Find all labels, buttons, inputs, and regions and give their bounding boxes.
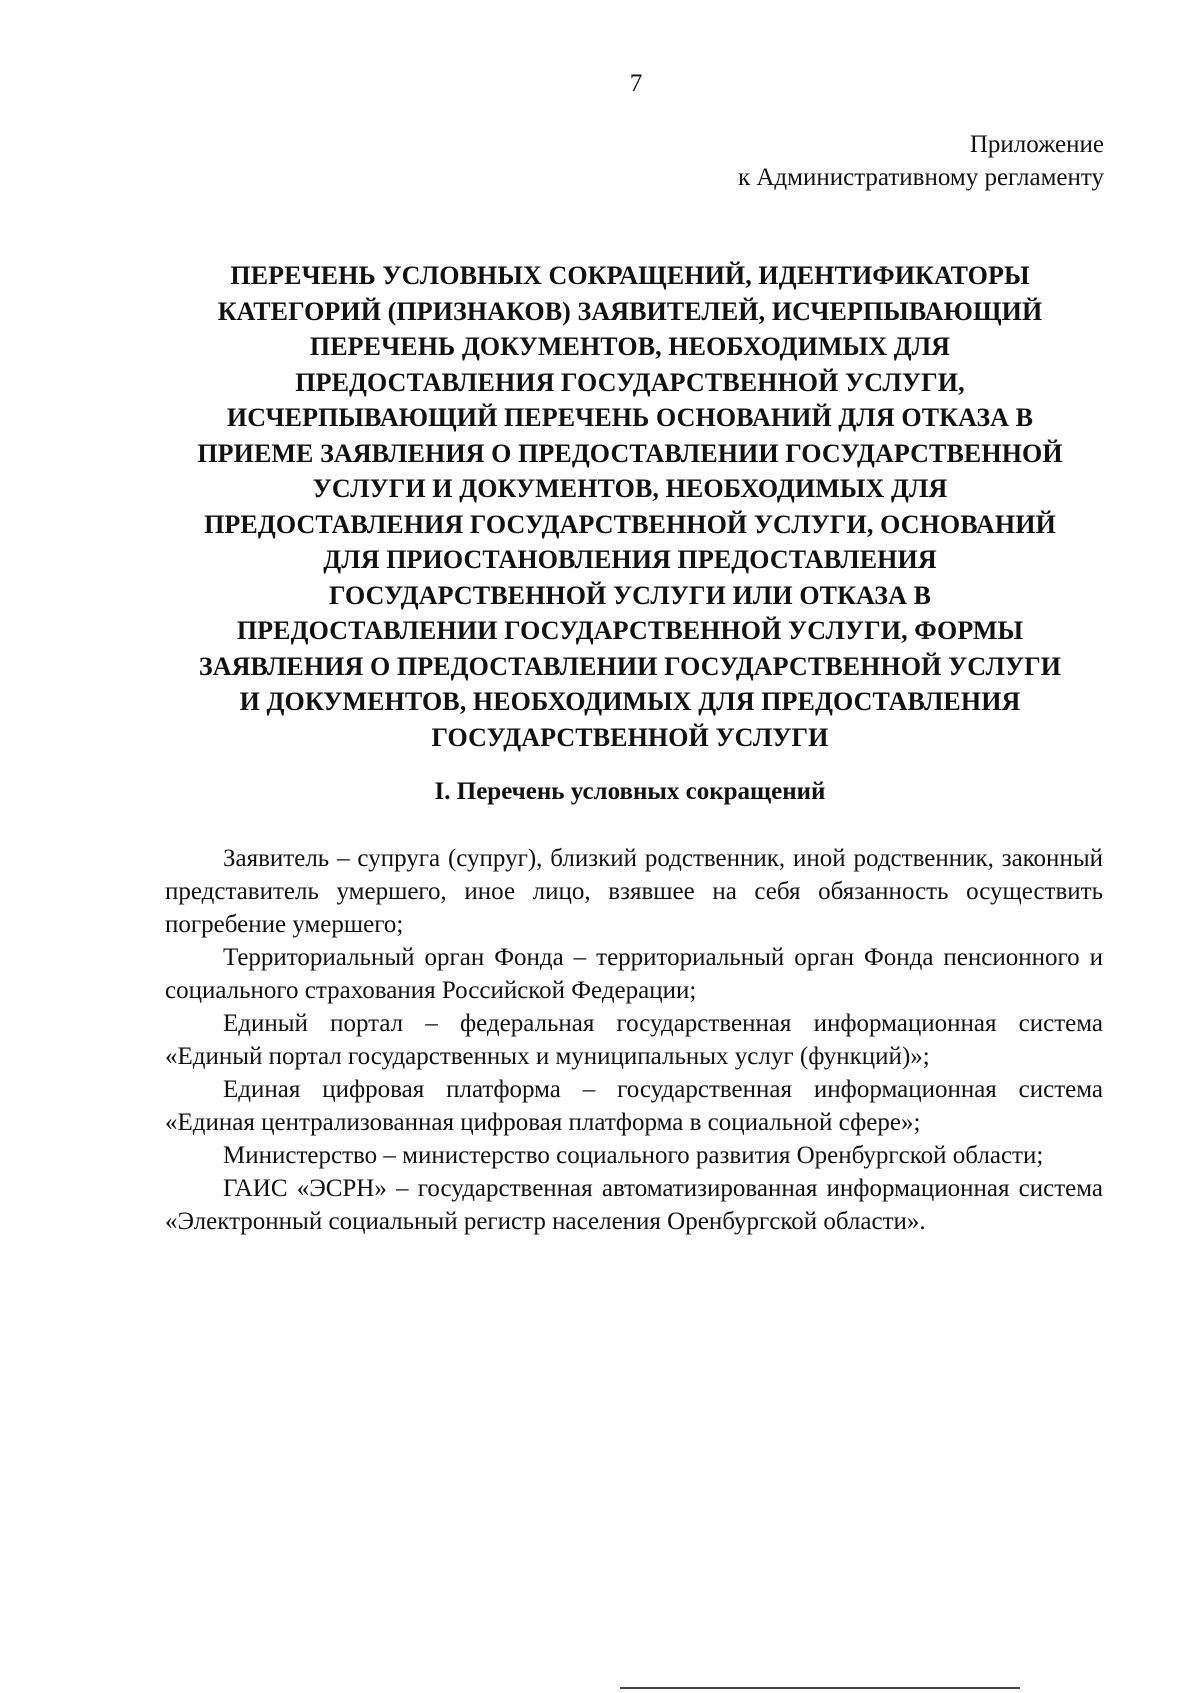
definition-paragraph-gais-esrn: ГАИС «ЭСРН» – государственная автоматизированная информационная система «Электронный социальный регистр населения Оренбургской области». bbox=[165, 1175, 1103, 1235]
section-heading: I. Перечень условных сокращений bbox=[434, 778, 826, 805]
title-line: И ДОКУМЕНТОВ, НЕОБХОДИМЫХ ДЛЯ ПРЕДОСТАВЛЕНИЯ bbox=[239, 687, 1021, 716]
appendix-note bbox=[738, 128, 1104, 194]
definition-paragraph-ministry: Министерство – министерство социального развития Оренбургской области; bbox=[223, 1142, 1044, 1169]
title-line: ИСЧЕРПЫВАЮЩИЙ ПЕРЕЧЕНЬ ОСНОВАНИЙ ДЛЯ ОТКАЗА В bbox=[226, 403, 1034, 432]
appendix-line: к Административному регламенту bbox=[737, 164, 1104, 191]
title-line: ПЕРЕЧЕНЬ ДОКУМЕНТОВ, НЕОБХОДИМЫХ ДЛЯ bbox=[309, 332, 951, 361]
footer-rule bbox=[620, 1687, 1020, 1689]
title-line: ДЛЯ ПРИОСТАНОВЛЕНИЯ ПРЕДОСТАВЛЕНИЯ bbox=[323, 545, 937, 574]
title-line: ПЕРЕЧЕНЬ УСЛОВНЫХ СОКРАЩЕНИЙ, ИДЕНТИФИКАТОРЫ bbox=[230, 261, 1030, 290]
definition-paragraph-territorial-body: Территориальный орган Фонда – территориальный орган Фонда пенсионного и социального страхования Российской Федерации; bbox=[165, 944, 1103, 1004]
document-title bbox=[150, 258, 1110, 755]
title-line: ГОСУДАРСТВЕННОЙ УСЛУГИ ИЛИ ОТКАЗА В bbox=[328, 580, 932, 610]
title-line: ЗАЯВЛЕНИЯ О ПРЕДОСТАВЛЕНИИ ГОСУДАРСТВЕННОЙ УСЛУГИ bbox=[198, 651, 1062, 681]
appendix-line: Приложение bbox=[969, 131, 1104, 158]
definition-paragraph-digital-platform: Единая цифровая платформа – государственная информационная система «Единая централизованная цифровая платформа в социальной сфере»; bbox=[165, 1076, 1103, 1136]
definition-paragraph-unified-portal: Единый портал – федеральная государственная информационная система «Единый портал государственных и муниципальных услуг (функций)»; bbox=[165, 1010, 1103, 1070]
title-line: ПРЕДОСТАВЛЕНИЯ ГОСУДАРСТВЕННОЙ УСЛУГИ, bbox=[295, 367, 965, 397]
title-line: ПРЕДОСТАВЛЕНИИ ГОСУДАРСТВЕННОЙ УСЛУГИ, ФОРМЫ bbox=[236, 616, 1024, 645]
definition-paragraph-applicant: Заявитель – супруга (супруг), близкий родственник, иной родственник, законный представитель умершего, иное лицо, взявшее на себя обязанность осуществить погребение умершего; bbox=[165, 845, 1103, 938]
title-line: ПРИЕМЕ ЗАЯВЛЕНИЯ О ПРЕДОСТАВЛЕНИИ ГОСУДАРСТВЕННОЙ bbox=[197, 438, 1063, 468]
page-number: 7 bbox=[629, 70, 643, 97]
abbreviations-list bbox=[165, 842, 1103, 1238]
title-line: КАТЕГОРИЙ (ПРИЗНАКОВ) ЗАЯВИТЕЛЕЙ, ИСЧЕРПЫВАЮЩИЙ bbox=[217, 296, 1043, 326]
title-line: ПРЕДОСТАВЛЕНИЯ ГОСУДАРСТВЕННОЙ УСЛУГИ, ОСНОВАНИЙ bbox=[204, 509, 1056, 539]
title-line: УСЛУГИ И ДОКУМЕНТОВ, НЕОБХОДИМЫХ ДЛЯ bbox=[312, 474, 948, 503]
title-line: ГОСУДАРСТВЕННОЙ УСЛУГИ bbox=[431, 722, 829, 752]
